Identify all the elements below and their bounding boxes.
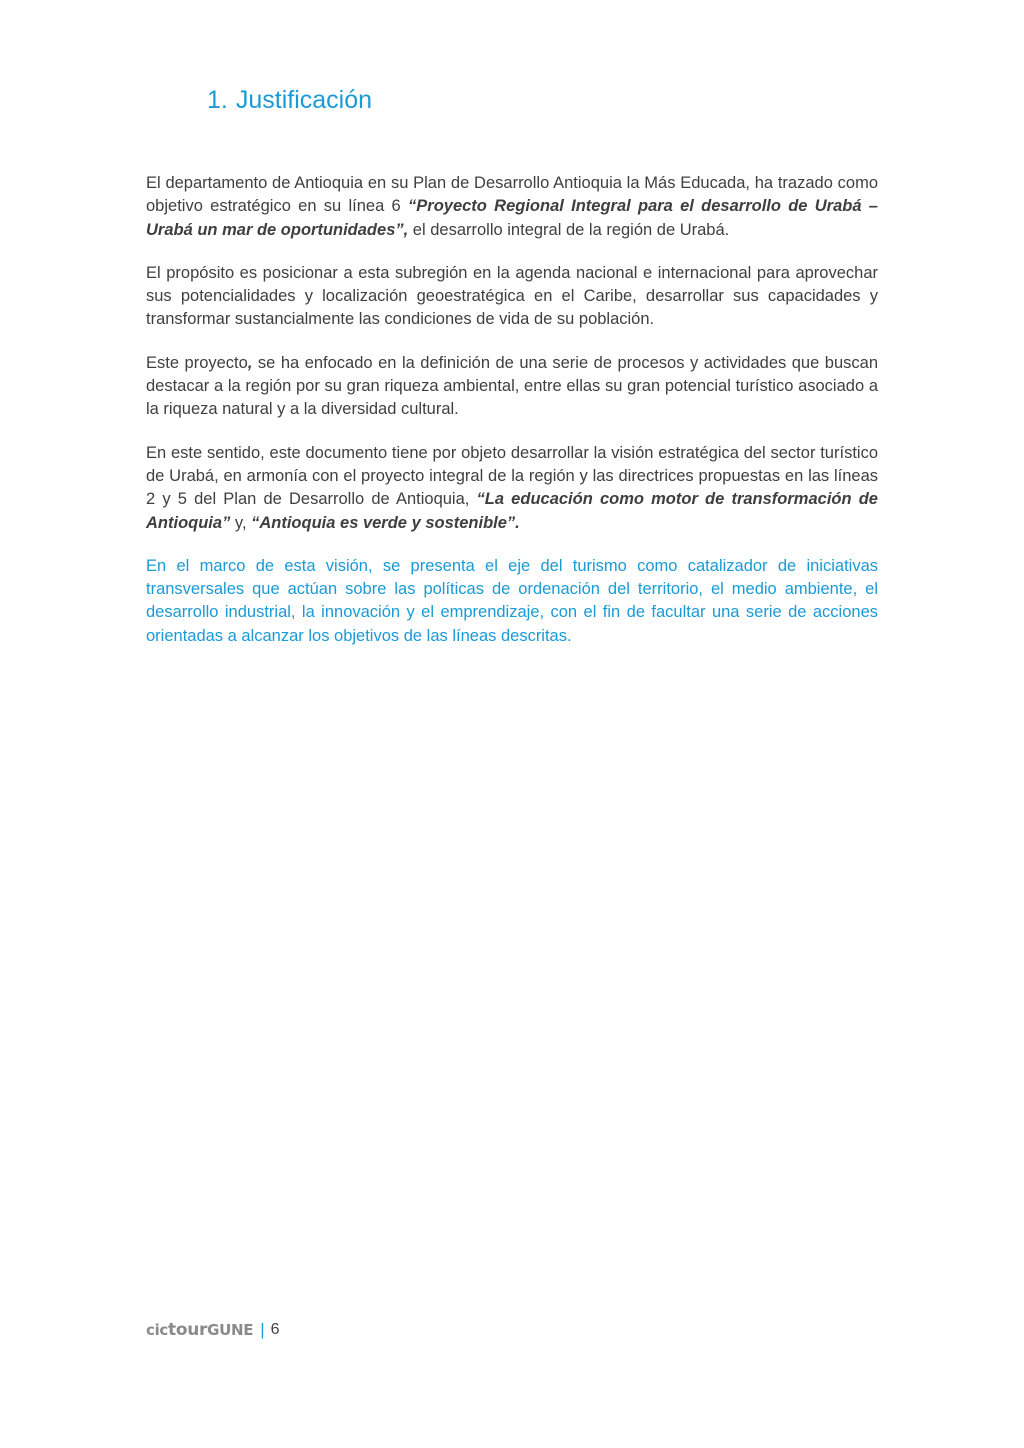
paragraph-3-text-end: se ha enfocado en la definición de una serie de procesos y actividades que buscan destacar a la región por su gran riqueza ambiental, entre ellas su gran potencial turístico asociado a la riqueza natural y a la diversidad cultural.: [146, 353, 878, 419]
page-footer: [146, 1318, 280, 1342]
page-number: 6: [270, 1321, 280, 1338]
logo-part-cic: cic: [146, 1321, 169, 1339]
paragraph-3-text: Este proyecto: [146, 353, 248, 372]
logo-part-tour: tour: [168, 1320, 208, 1340]
paragraph-1: [146, 172, 878, 242]
line-2-emphasis: “La educación como motor de transformación de Antioquia”: [146, 490, 878, 532]
section-number: 1.: [207, 86, 228, 114]
paragraph-4: [146, 442, 878, 535]
document-body: [146, 172, 878, 668]
project-name-emphasis: “Proyecto Regional Integral para el desarrollo de Urabá – Urabá un mar de oportunidades”,: [146, 197, 878, 239]
section-title: Justificación: [235, 86, 373, 114]
logo-part-gune: GUNE: [207, 1321, 254, 1339]
paragraph-3-comma: ,: [247, 353, 253, 372]
footer-separator: |: [260, 1320, 265, 1339]
paragraph-5-highlighted: En el marco de esta visión, se presenta el eje del turismo como catalizador de iniciativas transversales que actúan sobre las políticas de ordenación del territorio, el medio ambiente, el desarrollo industrial, la innovación y el emprendizaje, con el fin de facultar una serie de acciones orientadas a alcanzar los objetivos de las líneas descritas.: [146, 556, 878, 645]
paragraph-2: El propósito es posicionar a esta subregión en la agenda nacional e internacional para aprovechar sus potencialidades y localización geoestratégica en el Caribe, desarrollar sus capacidades y transformar sustancialmente las condiciones de vida de su población.: [146, 263, 878, 329]
paragraph-3: [146, 352, 878, 422]
paragraph-4-conjunction: y,: [230, 513, 252, 532]
cictourgune-logo: [146, 1320, 253, 1340]
paragraph-1-text-end: el desarrollo integral de la región de Urabá.: [408, 220, 730, 239]
paragraph-4-text: En este sentido, este documento tiene por objeto desarrollar la visión estratégica del sector turístico de Urabá, en armonía con el proyecto integral de la región y las directrices propuestas en las líneas 2 y 5 del Plan de Desarrollo de Antioquia,: [146, 443, 878, 509]
section-heading: [207, 86, 372, 115]
line-5-emphasis: “Antioquia es verde y sostenible”.: [251, 513, 520, 532]
paragraph-1-text: El departamento de Antioquia en su Plan de Desarrollo Antioquia la Más Educada, ha trazado como objetivo estratégico en su línea 6: [146, 174, 878, 216]
